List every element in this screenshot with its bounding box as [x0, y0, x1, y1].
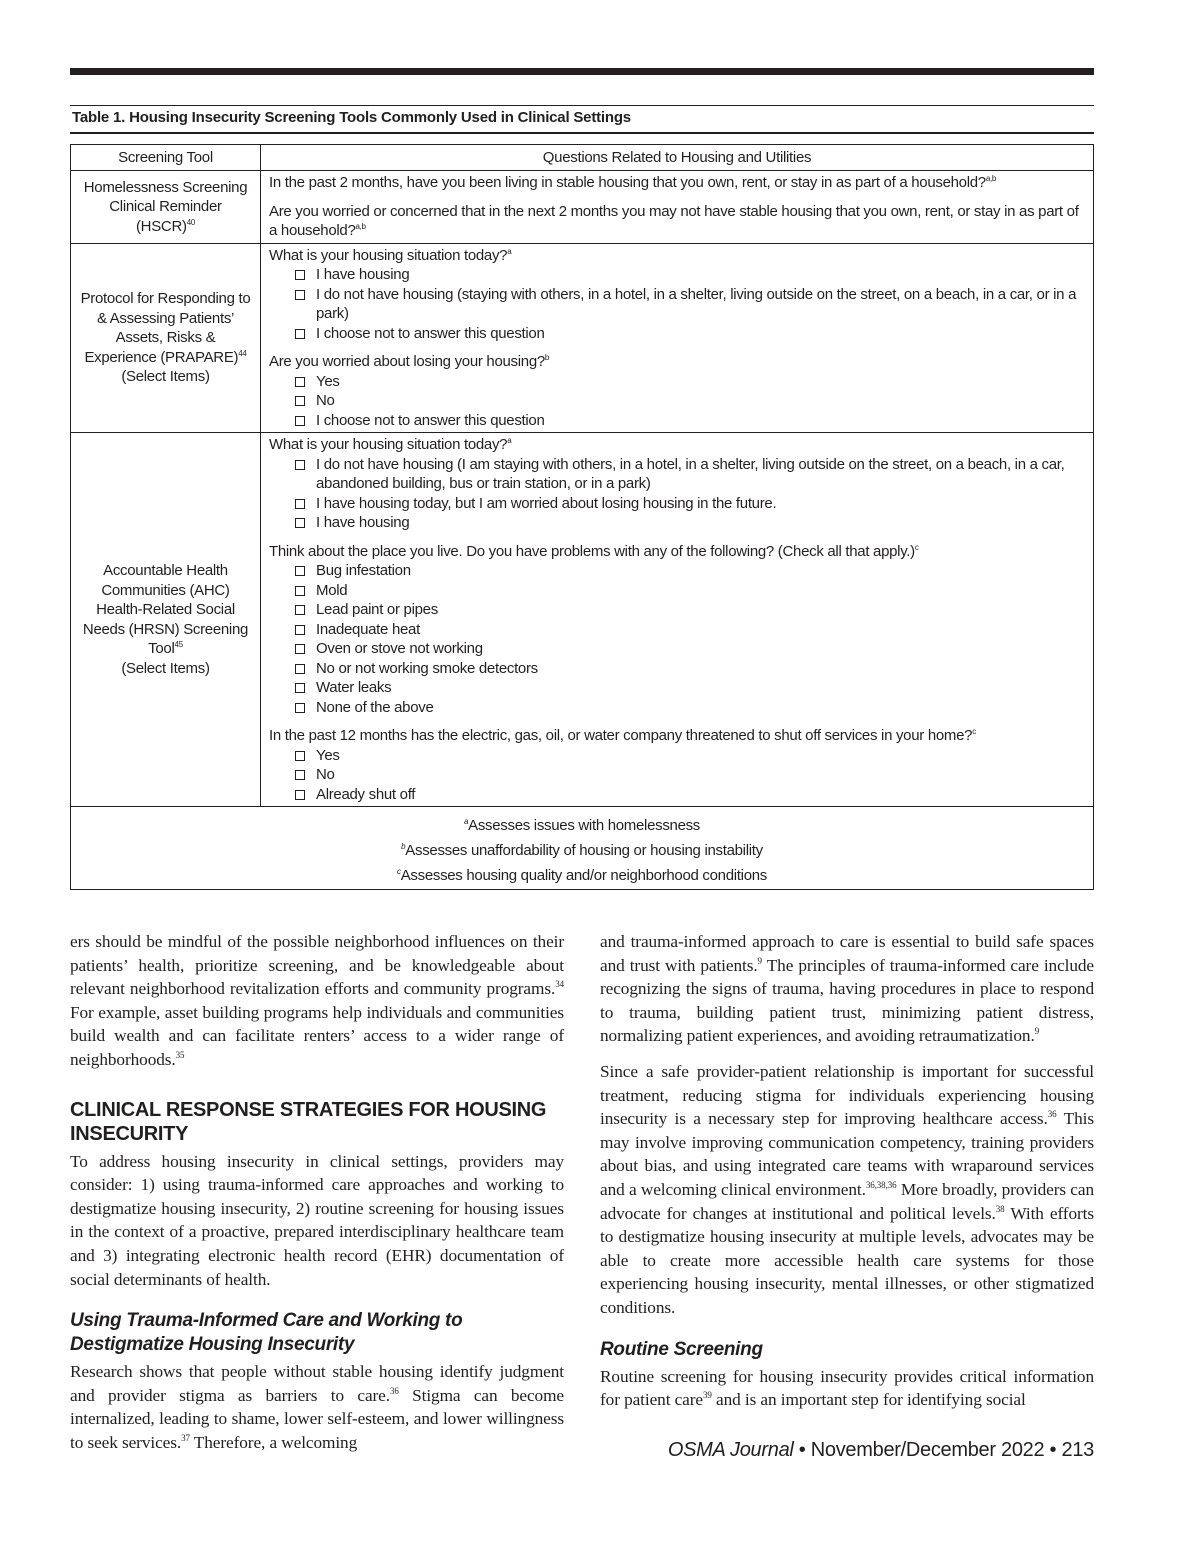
- answer-option: [269, 678, 1085, 698]
- option-label: Yes: [316, 746, 340, 764]
- tool-suffix: (Select Items): [121, 368, 210, 385]
- question-text: Are you worried or concerned that in the next 2 months you may not have stable housing that you own, rent, or stay in as part of a household?: [269, 202, 1079, 239]
- answer-option: [269, 285, 1085, 324]
- answer-option: [269, 620, 1085, 640]
- table-row: [71, 433, 1094, 807]
- question-text: In the past 12 months has the electric, gas, oil, or water company threatened to shut off services in your home?: [269, 727, 973, 744]
- table-body: [71, 171, 1094, 807]
- answer-option: [269, 513, 1085, 533]
- option-label: No: [316, 766, 335, 783]
- right-paragraph-1: and trauma-informed approach to care is essential to build safe spaces and trust with patients.$^9$ The principles of trauma-informed care include recognizing the signs of trauma, having procedures in place to respond to trauma, building patient trust, minimizing patient distress, normalizing patient experiences, and avoiding retraumatization.$^9$: [600, 932, 1095, 1046]
- footer-separator: •: [1044, 1439, 1062, 1461]
- checkbox-icon: [295, 770, 305, 780]
- left-paragraph-3: Research shows that people without stable housing identify judgment and provider stigma as barriers to care.$^{36}$ Stigma can become internalized, leading to shame, lower self-esteem, and lower willingness to seek services.$^{37}$ Therefore, a welcoming: [70, 1362, 565, 1452]
- tool-reference: 40: [186, 217, 195, 227]
- checkbox-icon: [295, 518, 305, 528]
- option-label: I choose not to answer this question: [316, 324, 545, 342]
- tool-name: Accountable Health Communities (AHC) Health-Related Social Needs (HRSN) Screening Tool: [82, 562, 249, 657]
- screening-question: [269, 542, 1085, 562]
- question-footnote-mark: a: [507, 436, 512, 445]
- option-label: Mold: [316, 581, 348, 599]
- section-heading: CLINICAL RESPONSE STRATEGIES FOR HOUSING INSECURITY: [70, 1098, 547, 1145]
- checkbox-icon: [295, 683, 305, 693]
- subsection-heading-routine-screening: Routine Screening: [600, 1338, 763, 1360]
- footnote-text: Assesses housing quality and/or neighborhood conditions: [400, 867, 767, 884]
- screening-tool-cell: [71, 243, 261, 433]
- answer-option: [269, 581, 1085, 601]
- screening-tool-cell: [71, 433, 261, 807]
- screening-question: [269, 173, 1085, 193]
- option-label: I have housing today, but I am worried about losing housing in the future.: [316, 494, 777, 512]
- question-footnote-mark: b: [544, 353, 550, 362]
- checkbox-icon: [295, 664, 305, 674]
- question-footnote-mark: a: [507, 246, 512, 256]
- questions-cell: [261, 243, 1094, 433]
- option-label: Oven or stove not working: [316, 640, 483, 657]
- screening-question: [269, 352, 1085, 372]
- option-label: Inadequate heat: [316, 620, 420, 638]
- checkbox-icon: [295, 644, 305, 654]
- option-label: I do not have housing (staying with others, in a hotel, in a shelter, living outside on the street, on a beach, in a car, or in a park): [316, 285, 1077, 322]
- option-label: I do not have housing (I am staying with others, in a hotel, in a shelter, living outside on the street, on a beach, in a car, abandoned building, bus or train station, or in a park): [316, 455, 1065, 492]
- top-rule: [70, 68, 1094, 75]
- screening-question: [269, 202, 1085, 241]
- questions-cell: [261, 171, 1094, 244]
- answer-option: [269, 698, 1085, 718]
- right-column: [600, 930, 1094, 1412]
- tool-suffix: (Select Items): [121, 659, 210, 677]
- page-number: 213: [1061, 1439, 1094, 1461]
- option-label: Water leaks: [316, 679, 392, 696]
- right-paragraph-3: Routine screening for housing insecurity provides critical information for patient care$^{39}$ and is an important step for identifying social: [600, 1366, 1094, 1410]
- answer-option: [269, 639, 1085, 659]
- question-text: What is your housing situation today?: [269, 246, 508, 264]
- table-footnote: [71, 863, 1093, 888]
- checkbox-icon: [295, 460, 305, 470]
- option-label: Already shut off: [316, 785, 416, 803]
- answer-option: [269, 494, 1085, 514]
- answer-options: [269, 746, 1085, 805]
- header-questions: Questions Related to Housing and Utilities: [261, 145, 1094, 171]
- checkbox-icon: [295, 499, 305, 509]
- answer-option: [269, 265, 1085, 285]
- question-footnote-mark: c: [914, 542, 919, 552]
- question-text: Think about the place you live. Do you have problems with any of the following? (Check all that apply.): [269, 542, 915, 560]
- footnote-text: Assesses unaffordability of housing or housing instability: [405, 842, 763, 859]
- checkbox-icon: [295, 416, 305, 426]
- journal-name: OSMA Journal: [667, 1439, 794, 1461]
- screening-question: [269, 435, 1085, 455]
- table-footnote: [71, 838, 1093, 863]
- questions-cell: [261, 433, 1094, 807]
- footnote-mark: a: [463, 817, 469, 826]
- footer-separator: •: [793, 1439, 811, 1461]
- question-text: What is your housing situation today?: [269, 436, 508, 453]
- checkbox-icon: [295, 625, 305, 635]
- screening-tools-table: [70, 144, 1094, 890]
- right-paragraph-2: Since a safe provider-patient relationship is important for successful treatment, reducing stigma for individuals experiencing housing insecurity is a necessary step for improving healthcare access.$^{36}$ This may involve improving communication competency, training providers about bias, and using integrated care teams with wraparound services and a welcoming clinical environment.$^{36,38,36}$ More broadly, providers can advocate for changes at institutional and political levels.$^{38}$ With efforts to destigmatize housing insecurity at multiple levels, advocates may be able to create more accessible health care systems for those experiencing housing insecurity, mental illnesses, or other stigmatized conditions.: [600, 1061, 1094, 1317]
- left-paragraph-2: To address housing insecurity in clinical settings, providers may consider: 1) using trauma-informed care approaches and working to destigmatize housing insecurity, 2) routine screening for housing issues in the context of a proactive, prepared interdisciplinary healthcare team and 3) integrating electronic health record (EHR) documentation of social determinants of health.: [70, 1151, 564, 1289]
- answer-option: [269, 411, 1085, 431]
- answer-options: [269, 372, 1085, 431]
- tool-name: Homelessness Screening Clinical Reminder (HSCR): [83, 178, 248, 235]
- option-label: No: [316, 392, 335, 409]
- table-row: [71, 243, 1094, 433]
- option-label: No or not working smoke detectors: [316, 659, 538, 677]
- answer-option: [269, 372, 1085, 392]
- option-label: Lead paint or pipes: [316, 601, 438, 618]
- checkbox-icon: [295, 396, 305, 406]
- tool-name: Protocol for Responding to & Assessing Patients’ Assets, Risks & Experience (PRAPARE): [80, 290, 251, 366]
- checkbox-icon: [295, 605, 305, 615]
- option-label: Bug infestation: [316, 562, 411, 579]
- page-footer: [668, 1439, 1094, 1462]
- tool-reference: 45: [174, 640, 183, 649]
- option-label: I choose not to answer this question: [316, 411, 545, 429]
- checkbox-icon: [295, 566, 305, 576]
- question-footnote-mark: a,b: [355, 222, 366, 231]
- option-label: I have housing: [316, 514, 410, 531]
- table-caption-bar: [70, 105, 1094, 134]
- table-footnote: [71, 813, 1093, 838]
- answer-option: [269, 391, 1085, 411]
- checkbox-icon: [295, 329, 305, 339]
- answer-option: [269, 746, 1085, 766]
- checkbox-icon: [295, 270, 305, 280]
- option-label: I have housing: [316, 266, 410, 283]
- table-caption: Table 1. Housing Insecurity Screening Tools Commonly Used in Clinical Settings: [72, 109, 631, 126]
- checkbox-icon: [295, 790, 305, 800]
- answer-option: [269, 659, 1085, 679]
- left-column: [70, 930, 564, 1455]
- checkbox-icon: [295, 377, 305, 387]
- subsection-heading-trauma: Using Trauma-Informed Care and Working to Destigmatize Housing Insecurity: [70, 1310, 463, 1356]
- option-label: None of the above: [316, 698, 434, 716]
- question-footnote-mark: c: [972, 727, 976, 736]
- table-notes: [71, 807, 1094, 890]
- answer-option: [269, 561, 1085, 581]
- answer-option: [269, 765, 1085, 785]
- table-row: [71, 171, 1094, 244]
- issue-date: November/December 2022: [810, 1439, 1045, 1461]
- tool-reference: 44: [238, 348, 247, 358]
- answer-option: [269, 455, 1085, 494]
- answer-option: [269, 324, 1085, 344]
- checkbox-icon: [295, 290, 305, 300]
- screening-question: [269, 726, 1085, 746]
- option-label: Yes: [316, 372, 340, 390]
- question-text: In the past 2 months, have you been living in stable housing that you own, rent, or stay in as part of a household?: [269, 174, 986, 191]
- header-screening-tool: Screening Tool: [71, 145, 261, 171]
- answer-options: [269, 561, 1085, 717]
- question-text: Are you worried about losing your housing?: [269, 353, 545, 370]
- answer-option: [269, 600, 1085, 620]
- answer-option: [269, 785, 1085, 805]
- checkbox-icon: [295, 586, 305, 596]
- checkbox-icon: [295, 751, 305, 761]
- table-notes-row: [71, 807, 1094, 890]
- screening-tool-cell: [71, 171, 261, 244]
- question-footnote-mark: a,b: [985, 174, 997, 183]
- screening-question: [269, 246, 1085, 266]
- checkbox-icon: [295, 703, 305, 713]
- table-header-row: [71, 145, 1094, 171]
- answer-options: [269, 265, 1085, 343]
- footnote-mark: b: [401, 842, 406, 851]
- answer-options: [269, 455, 1085, 533]
- footnote-mark: c: [397, 867, 401, 876]
- footnote-text: Assesses issues with homelessness: [468, 817, 701, 834]
- left-paragraph-1: ers should be mindful of the possible neighborhood influences on their patients’ health, prioritize screening, and be knowledgeable about relevant neighborhood revitalization efforts and community programs.$^{34}$ For example, asset building programs help individuals and communities build wealth and can facilitate renters’ access to a wider range of neighborhoods.$^{35}$: [70, 932, 564, 1069]
